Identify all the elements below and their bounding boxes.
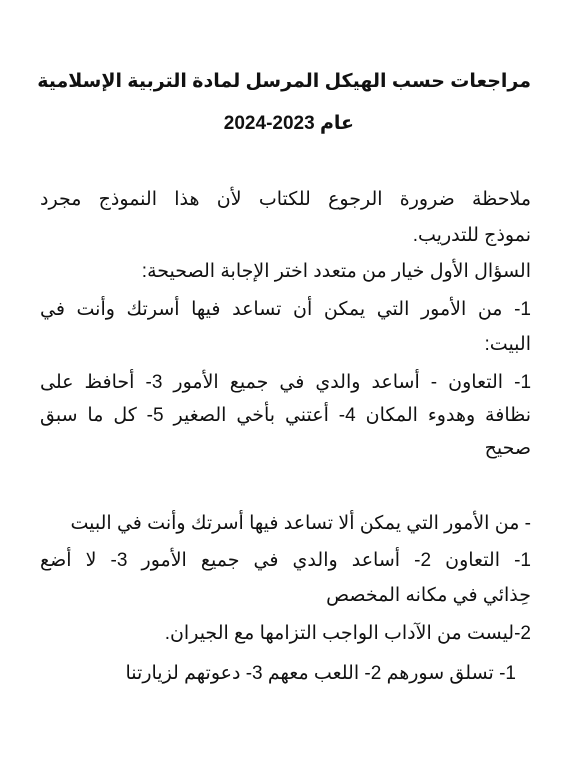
- question-text: - من الأمور التي يمكن ألا تساعد فيها أسرتك وأنت في البيت: [70, 513, 531, 534]
- question-options: 1- تسلق سورهم 2- اللعب معهم 3- دعوتهم لزيارتنا: [125, 663, 516, 684]
- question-text: البيت:: [484, 334, 531, 355]
- document-year: عام 2023-2024: [223, 113, 354, 134]
- question-options: صحيح: [484, 438, 531, 459]
- document-title: مراجعات حسب الهيكل المرسل لمادة التربية الإسلامية: [37, 71, 531, 92]
- question-options: حِذائي في مكانه المخصص: [326, 585, 531, 606]
- question-options: 1- التعاون - أساعد والدي في جميع الأمور 3- أحافظ على: [40, 372, 532, 393]
- note-line: نموذج للتدريب.: [412, 225, 531, 246]
- question-text: 1- من الأمور التي يمكن أن تساعد فيها أسرتك وأنت في: [40, 299, 531, 320]
- question-text: 2-ليست من الآداب الواجب التزامها مع الجيران.: [164, 623, 531, 644]
- section-heading: السؤال الأول خيار من متعدد اختر الإجابة الصحيحة:: [141, 261, 531, 282]
- question-options: نظافة وهدوء المكان 4- أعتني بأخي الصغير 5- كل ما سبق: [40, 405, 531, 426]
- note-line: ملاحظة ضرورة الرجوع للكتاب لأن هذا النموذج مجرد: [40, 189, 531, 210]
- question-options: 1- التعاون 2- أساعد والدي في جميع الأمور 3- لا أضع: [40, 550, 531, 571]
